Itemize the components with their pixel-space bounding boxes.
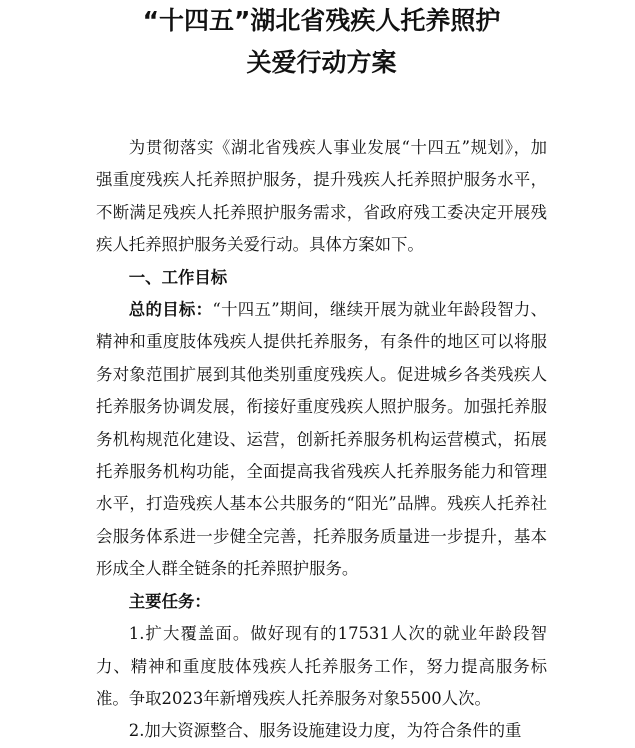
task2-paragraph: 2.加大资源整合、服务设施建设力度，为符合条件的重 bbox=[128, 721, 522, 741]
section1-heading: 一、工作目标 bbox=[128, 267, 228, 287]
overall-goal-label: 总的目标： bbox=[128, 300, 213, 320]
overall-goal-paragraph bbox=[96, 294, 547, 586]
main-tasks-label: 主要任务： bbox=[128, 591, 211, 611]
intro-paragraph: 为贯彻落实《湖北省残疾人事业发展“十四五”规划》，加强重度残疾人托养照护服务，提升残疾人托养照护服务水平，不断满足残疾人托养照护服务需求，省政府残工委决定开展残疾人托养照护服务关爱行动。具体方案如下。 bbox=[96, 138, 547, 255]
document-title-line1: “十四五”湖北省残疾人托养照护 bbox=[142, 6, 501, 35]
document-body bbox=[96, 132, 547, 748]
overall-goal-text: “十四五”期间，继续开展为就业年龄段智力、精神和重度肢体残疾人提供托养服务，有条件的地区可以将服务对象范围扩展到其他类别重度残疾人。促进城乡各类残疾人托养服务协调发展，衔接好重度残疾人照护服务。加强托养服务机构规范化建设、运营，创新托养服务机构运营模式，拓展托养服务机构功能，全面提高我省残疾人托养服务能力和管理水平，打造残疾人基本公共服务的“阳光”品牌。残疾人托养社会服务体系进一步健全完善，托养服务质量进一步提升，基本形成全人群全链条的托养照护服务。 bbox=[96, 300, 548, 579]
document-title-line2: 关爱行动方案 bbox=[246, 48, 397, 77]
main-tasks-heading bbox=[96, 586, 547, 618]
task1-paragraph: 1.扩大覆盖面。做好现有的17531人次的就业年龄段智力、精神和重度肢体残疾人托养服务工作，努力提高服务标准。争取2023年新增残疾人托养服务对象5500人次。 bbox=[96, 624, 547, 708]
